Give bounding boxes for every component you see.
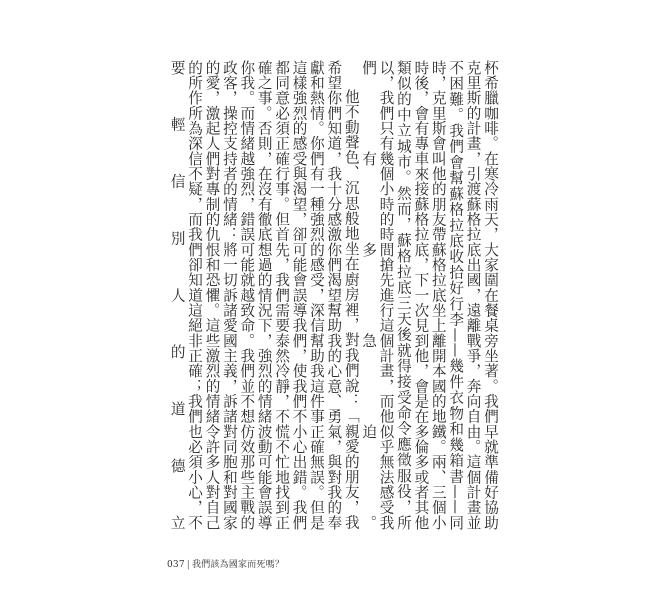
footer-separator: | (186, 560, 191, 570)
vertical-text-body (167, 60, 499, 530)
paragraph-1: 杯希臘咖啡。在寒冷雨天，大家圍在餐桌旁坐著。我們早就準備好協助克里斯的計畫，引渡蘇格拉底出國，遠離戰爭，奔向自由。這個計畫並不困難。我們會幫蘇格拉底收拾好行李——幾件衣物和幾箱書——同時，克里斯會叫他的朋友帶蘇格拉底坐上離開本國的地鐵。兩、三個小時後，會有專車來接蘇格拉底，下一次見到他，會是在多倫多或者其他類似的中立城市。然而，蘇格拉底三天後就得接受命令應徵服役，所以，我們只有幾個小時的時間搶先進行這個計畫，而他似乎無法感受我們有多急迫。 (360, 60, 499, 530)
page-footer (167, 557, 284, 570)
page-number: 037 (167, 560, 185, 570)
running-title: 我們該為國家而死嗎？ (192, 560, 285, 570)
paragraph-2: 他不動聲色、沉思般地坐在廚房裡，對我們說：「親愛的朋友，我希望你們知道，我十分感激你們渴望幫助我的心意、勇氣，與對我的奉獻和熱情。你們有一種強烈的感受，深信幫助我這件事正確無誤。但是這樣強烈的感受與渴望，卻可能會誤導我們，使我們不小心出錯。我們都同意必須正確行事。但首先，我們需要泰然冷靜，不慌不忙地找到正確之事。否則，在沒有徹底想過的情況下，強烈的情緒波動可能會誤導你我。而情緒越強烈，錯誤可能就越致命。我們並不想仿效那些主戰的政客，操控支持者的情緒：將一切訴諸愛國主義，訴諸對同胞和對國家的愛，激起人們對專制的仇恨和恐懼。這些激烈的情緒令許多人對自己的所作所為深信不疑，而我們卻知道這絕非正確；我們也必須小心，不要輕信別人的道德立 (168, 60, 360, 530)
